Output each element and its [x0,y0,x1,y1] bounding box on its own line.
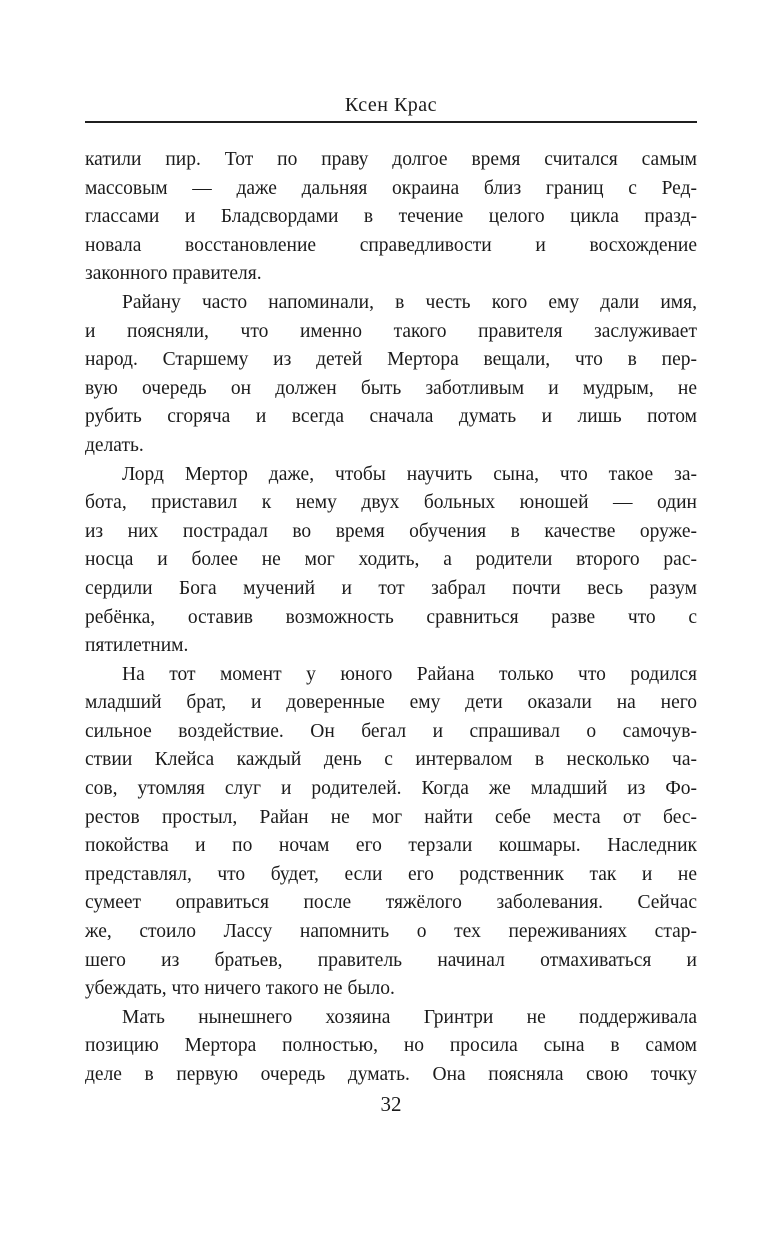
text-line: рубить сгоряча и всегда сначала думать и лишь потом [85,406,697,428]
running-header: Ксен Крас [344,94,438,116]
body-text [85,146,697,1090]
text-line: ствии Клейса каждый день с интервалом в несколько ча- [85,749,697,771]
text-line: сильное воздействие. Он бегал и спрашивал о самочув- [85,720,697,742]
text-line: глассами и Бладсвордами в течение целого цикла празд- [85,206,697,228]
text-line: сумеет оправиться после тяжёлого заболевания. Сейчас [85,892,697,914]
text-line: законного правителя. [85,263,262,285]
text-line: позицию Мертора полностью, но просила сына в самом [85,1035,697,1057]
text-line: катили пир. Тот по праву долгое время считался самым [85,149,697,170]
text-line: же, стоило Лассу напомнить о тех переживаниях стар- [85,921,697,943]
text-line: сердили Бога мучений и тот забрал почти весь разум [85,577,697,599]
text-line: массовым — даже дальняя окраина близ границ с Ред- [85,177,697,199]
paragraph [85,289,697,461]
text-line: шего из братьев, правитель начинал отмахиваться и [85,949,697,971]
text-line: пятилетним. [85,635,189,657]
text-line: ребёнка, оставив возможность сравниться разве что с [85,606,697,628]
text-line: носца и более не мог ходить, а родители второго рас- [85,549,697,571]
text-line: вую очередь он должен быть заботливым и мудрым, не [85,377,697,399]
text-line: и поясняли, что именно такого правителя заслуживает [85,320,697,342]
header-rule [85,121,697,123]
text-line: рестов простыл, Райан не мог найти себе места от бес- [85,806,697,828]
paragraph [85,661,697,1004]
text-line: На тот момент у юного Райана только что родился [122,663,697,685]
paragraph [85,1004,697,1090]
text-line: сов, утомляя слуг и родителей. Когда же младший из Фо- [85,778,697,800]
text-line: делать. [85,434,144,456]
text-line: новала восстановление справедливости и восхождение [85,234,697,256]
text-line: младший брат, и доверенные ему дети оказали на него [85,692,697,714]
text-line: Лорд Мертор даже, чтобы научить сына, что такое за- [122,463,697,485]
text-line: Райану часто напоминали, в честь кого ему дали имя, [122,291,697,313]
paragraph [85,461,697,661]
paragraph [85,146,697,289]
text-line: убеждать, что ничего такого не было. [85,978,395,1000]
page-number: 32 [380,1092,402,1116]
text-line: представлял, что будет, если его родственник так и не [85,863,697,885]
text-line: народ. Старшему из детей Мертора вещали, что в пер- [85,349,697,371]
text-line: бота, приставил к нему двух больных юношей — один [85,492,697,514]
text-line: покойства и по ночам его терзали кошмары. Наследник [85,835,697,857]
text-line: деле в первую очередь думать. Она поясняла свою точку [85,1064,697,1085]
text-line: Мать нынешнего хозяина Гринтри не поддерживала [122,1006,697,1028]
text-line: из них пострадал во время обучения в качестве оруже- [85,520,697,542]
